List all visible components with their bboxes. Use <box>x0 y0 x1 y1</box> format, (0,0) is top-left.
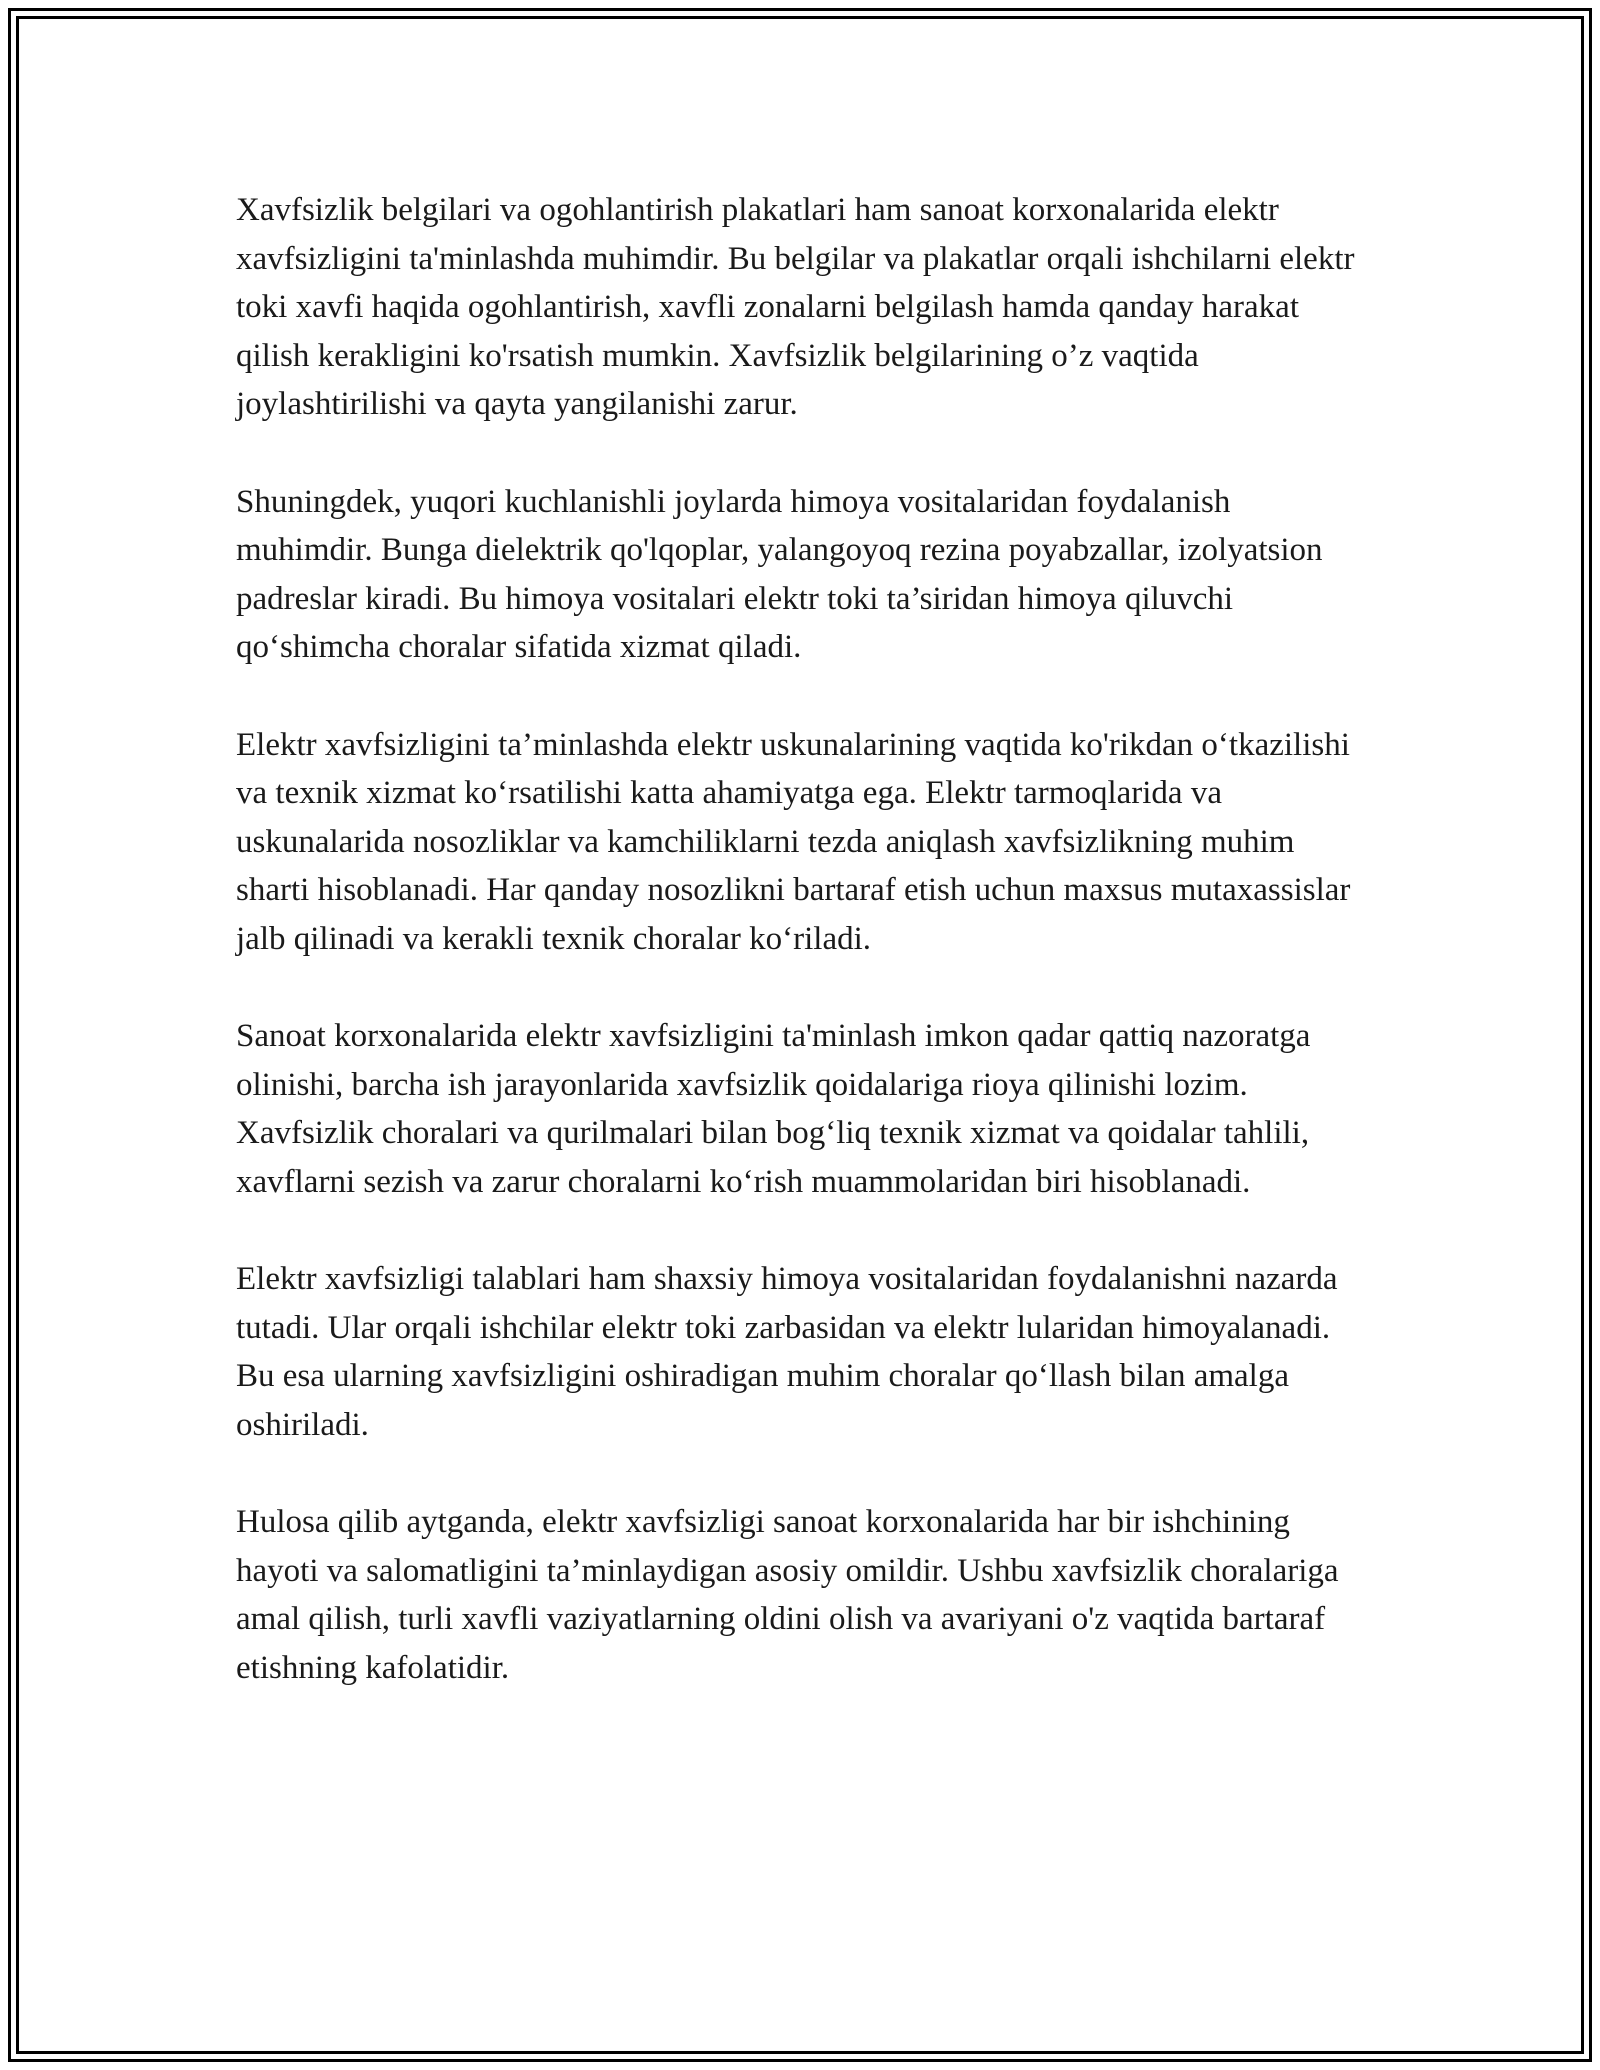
document-body <box>236 186 1366 1741</box>
paragraph-personal-protection: Elektr xavfsizligi talablari ham shaxsiy himoya vositalaridan foydalanishni nazarda tutadi. Ular orqali ishchilar elektr toki zarbasidan va elektr lularidan himoyalanadi. Bu esa ularning xavfsizligini oshiradigan muhim choralar qo‘llash bilan amalga oshiriladi. <box>236 1261 1338 1443</box>
paragraph-safety-control: Sanoat korxonalarida elektr xavfsizligini ta'minlash imkon qadar qattiq nazoratga olinishi, barcha ish jarayonlarida xavfsizlik qoidalariga rioya qilinishi lozim. Xavfsizlik choralari va qurilmalari bilan bog‘liq texnik xizmat va qoidalar tahlili, xavflarni sezish va zarur choralarni ko‘rish muammolaridan biri hisoblanadi. <box>236 1018 1311 1200</box>
paragraph-protective-equipment: Shuningdek, yuqori kuchlanishli joylarda himoya vositalaridan foydalanish muhimdir. Bunga dielektrik qo'lqoplar, yalangoyoq rezina poyabzallar, izolyatsion padreslar kiradi. Bu himoya vositalari elektr toki ta’siridan himoya qiluvchi qo‘shimcha choralar sifatida xizmat qiladi. <box>236 483 1323 665</box>
paragraph-conclusion: Hulosa qilib aytganda, elektr xavfsizligi sanoat korxonalarida har bir ishchining hayoti va salomatligini ta’minlaydigan asosiy omildir. Ushbu xavfsizlik choralariga amal qilish, turli xavfli vaziyatlarning oldini olish va avariyani o'z vaqtida bartaraf etishning kafolatidir. <box>236 1504 1339 1686</box>
paragraph-equipment-inspection: Elektr xavfsizligini ta’minlashda elektr uskunalarining vaqtida ko'rikdan o‘tkazilishi va texnik xizmat ko‘rsatilishi katta ahamiyatga ega. Elektr tarmoqlarida va uskunalarida nosozliklar va kamchiliklarni tezda aniqlash xavfsizlikning muhim sharti hisoblanadi. Har qanday nosozlikni bartaraf etish uchun maxsus mutaxassislar jalb qilinadi va kerakli texnik choralar ko‘riladi. <box>236 726 1351 957</box>
paragraph-safety-signs: Xavfsizlik belgilari va ogohlantirish plakatlari ham sanoat korxonalarida elektr xavfsizligini ta'minlashda muhimdir. Bu belgilar va plakatlar orqali ishchilarni elektr toki xavfi haqida ogohlantirish, xavfli zonalarni belgilash hamda qanday harakat qilish kerakligini ko'rsatish mumkin. Xavfsizlik belgilarining o’z vaqtida joylashtirilishi va qayta yangilanishi zarur. <box>236 192 1355 422</box>
